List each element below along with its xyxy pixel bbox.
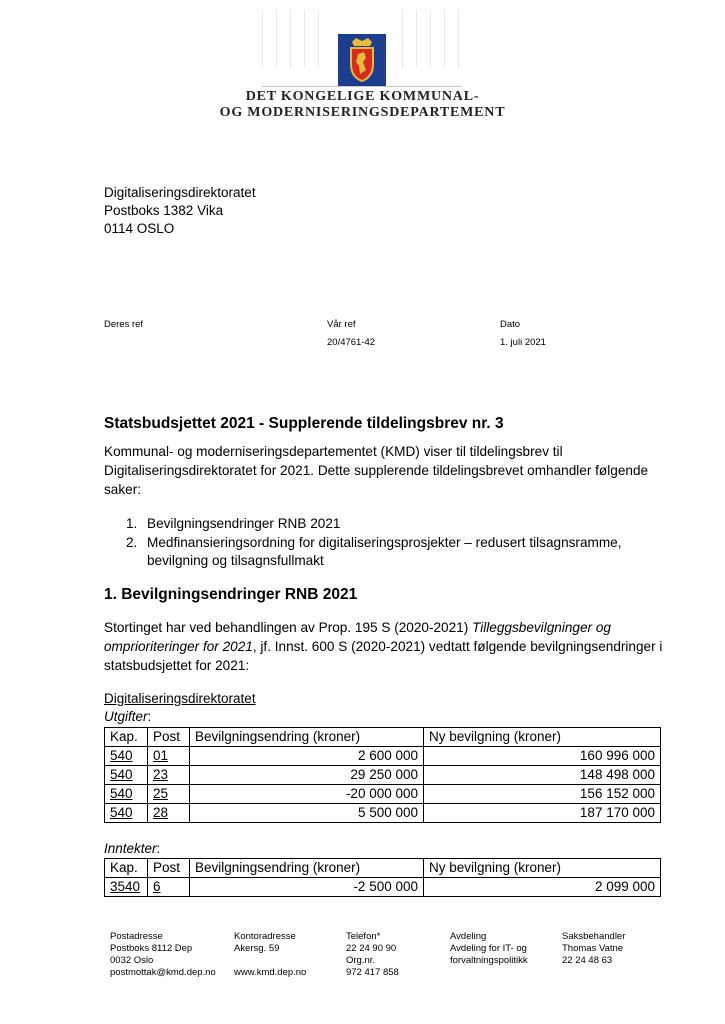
recipient-address — [104, 184, 256, 238]
table-header-row: Kap. Post Bevilgningsendring (kroner) Ny bevilgning (kroner) — [105, 859, 661, 878]
income-table — [104, 858, 661, 897]
topic-list — [126, 515, 646, 571]
footer-saksbehandler: Saksbehandler Thomas Vatne 22 24 48 63 — [562, 931, 626, 966]
footer-kontoradresse: Kontoradresse Akersg. 59 www.kmd.dep.no — [234, 931, 307, 978]
table-row: 540 01 2 600 000 160 996 000 — [105, 747, 661, 766]
table-row: 3540 6 -2 500 000 2 099 000 — [105, 878, 661, 897]
list-item: 1. Bevilgningsendringer RNB 2021 — [126, 516, 341, 531]
recipient-street: Postboks 1382 Vika — [104, 203, 224, 218]
income-label: Inntekter: — [104, 841, 161, 856]
intro-line: Kommunal- og moderniseringsdepartementet (KMD) viser til tildelingsbrev til — [104, 444, 563, 459]
intro-line: saker: — [104, 482, 142, 497]
footer-postadresse: Postadresse Postboks 8112 Dep 0032 Oslo postmottak@kmd.dep.no — [110, 931, 216, 978]
table-row: 540 23 29 250 000 148 498 000 — [105, 766, 661, 785]
table-row: 540 25 -20 000 000 156 152 000 — [105, 785, 661, 804]
table-header-row: Kap. Post Bevilgningsendring (kroner) Ny bevilgning (kroner) — [105, 728, 661, 747]
section1-paragraph: Stortinget har ved behandlingen av Prop. 195 S (2020-2021) Tilleggsbevilgninger og omprioriteringer for 2021, jf. Innst. 600 S (2020-2021) vedtatt følgende bevilgningsendringer i statsbudsjettet for 2021: — [104, 620, 663, 673]
letter-title: Statsbudsjettet 2021 - Supplerende tildelingsbrev nr. 3 — [104, 415, 504, 432]
deres-ref-label: Deres ref — [104, 319, 144, 330]
table-row: 540 28 5 500 000 187 170 000 — [105, 804, 661, 823]
dato-value: 1. juli 2021 — [500, 337, 546, 348]
list-item: 2. Medfinansieringsordning for digitaliseringsprosjekter – redusert tilsagnsramme, bevilgning og tilsagnsfullmakt — [126, 534, 622, 568]
letterhead — [0, 0, 725, 120]
var-ref-value: 20/4761-42 — [327, 337, 376, 348]
var-ref-label: Vår ref — [327, 319, 356, 330]
intro-paragraph — [104, 442, 664, 499]
recipient-name: Digitaliseringsdirektoratet — [104, 185, 256, 200]
ministry-name-line1: DET KONGELIGE KOMMUNAL- — [245, 89, 480, 104]
ministry-name-line2: OG MODERNISERINGSDEPARTEMENT — [219, 105, 506, 120]
intro-line: Digitaliseringsdirektoratet for 2021. Dette supplerende tildelingsbrevet omhandler følgende — [104, 463, 649, 478]
coat-of-arms-icon — [338, 34, 386, 86]
budget-entity: Digitaliseringsdirektoratet — [104, 691, 256, 706]
letterhead-rule — [262, 86, 462, 87]
section-heading: 1. Bevilgningsendringer RNB 2021 — [104, 586, 358, 603]
dato-label: Dato — [500, 319, 521, 330]
footer-telefon: Telefon* 22 24 90 90 Org.nr. 972 417 858 — [346, 931, 399, 978]
recipient-postal: 0114 OSLO — [104, 221, 175, 236]
footer-avdeling: Avdeling Avdeling for IT- og forvaltningspolitikk — [450, 931, 528, 966]
expenses-table — [104, 727, 661, 823]
expenses-label: Utgifter: — [104, 709, 152, 724]
